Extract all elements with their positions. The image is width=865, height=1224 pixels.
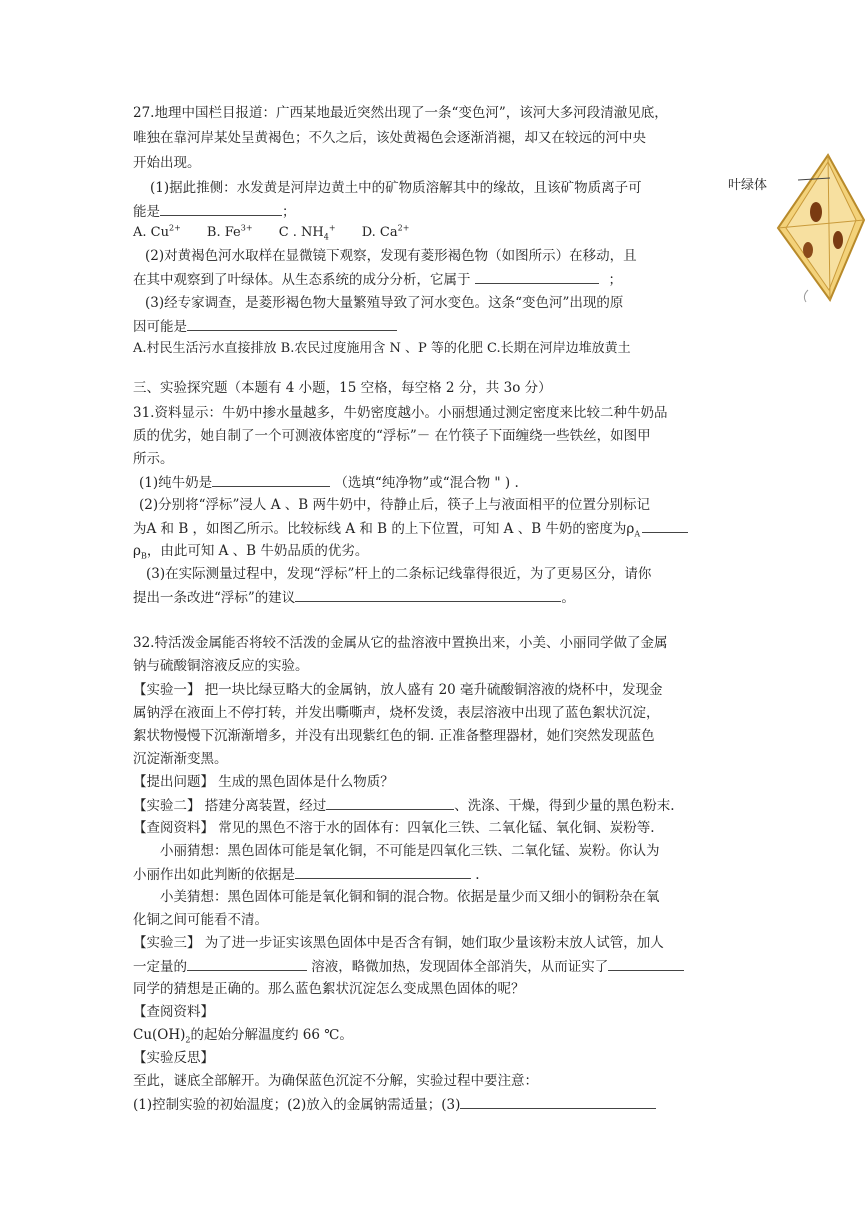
q27-part1-end: ； — [282, 204, 296, 220]
q32-exp3-line-3: 同学的猜想是正确的。那么蓝色絮状沉淀怎么变成黑色固体的呢？ — [133, 981, 525, 997]
q27-part2-answer-line — [133, 269, 622, 290]
rho-b: ρ — [133, 543, 141, 559]
q32-xiaoli-prefix: 小丽作出如此判断的依据是 — [133, 867, 295, 883]
q32-exp3-line-2 — [133, 956, 684, 977]
q27-part1-answer-line — [133, 201, 296, 222]
q31-part3-line: (3)在实际测量过程中，发现“浮标”杆上的二条标记线靠得很近，为了更易区分，请你 — [146, 566, 652, 582]
q31-part1-line — [139, 472, 519, 493]
q32-exp2-prefix: 【实验二】 搭建分离装置，经过 — [133, 798, 327, 814]
q31-part3-end: 。 — [561, 590, 575, 606]
q32-last-prefix: (1)控制实验的初始温度；(2)放入的金属钠需适量；(3) — [133, 1097, 461, 1113]
q32-question: 【提出问题】 生成的黑色固体是什么物质？ — [133, 774, 394, 790]
answer-blank[interactable] — [295, 864, 471, 879]
q27-part3-line: (3)经专家调查，是菱形褐色物大量繁殖导致了河水变色。这条“变色河”出现的原 — [145, 295, 624, 311]
q32-exp1-line-3: 絮状物慢慢下沉渐渐增多，并没有出现紫红色的铜. 正准备整理器材，她们突然发现蓝色 — [133, 728, 655, 744]
q31-part2-compare-line — [133, 518, 688, 539]
answer-blank[interactable] — [187, 316, 397, 331]
q27-part3-prefix: 因可能是 — [133, 319, 187, 335]
answer-blank[interactable] — [475, 269, 599, 284]
answer-blank[interactable] — [295, 587, 561, 602]
q31-part3-answer-line — [133, 587, 575, 608]
q32-exp3-prefix: 一定量的 — [133, 959, 187, 975]
q31-part3-prefix: 提出一条改进“浮标”的建议 — [133, 590, 296, 606]
cuoh2-formula: Cu(OH) — [133, 1027, 186, 1043]
q27-part2-end: ； — [608, 272, 622, 288]
q32-exp2-line — [133, 795, 675, 816]
answer-blank[interactable] — [642, 518, 688, 533]
q27-cause-options: A.村民生活污水直接排放 B.农民过度施用含 N 、P 等的化肥 C.长期在河岸边堆放黄土 — [133, 341, 631, 356]
answer-blank[interactable] — [326, 795, 454, 810]
q27-part1-prefix: 能是 — [133, 204, 160, 220]
answer-blank[interactable] — [460, 1094, 656, 1109]
q32-last-line — [133, 1094, 656, 1115]
q27-line-3: 开始出现。 — [133, 155, 201, 171]
q32-xiaoli-end: . — [471, 867, 480, 883]
q27-part2-prefix: 在其中观察到了叶绿体。从生态系统的成分分析，它属于 — [133, 272, 471, 288]
answer-blank[interactable] — [187, 956, 307, 971]
answer-blank[interactable] — [608, 956, 684, 971]
chloroplast-label: 叶绿体 — [728, 174, 767, 193]
cuoh2-subscript: 2 — [185, 1035, 191, 1045]
q32-xiaomei-line-2: 化铜之间可能看不清。 — [133, 912, 268, 928]
q32-reference-2: 【查阅资料】 — [133, 1004, 214, 1020]
q32-line-2: 钠与硫酸铜溶液反应的实验。 — [133, 658, 309, 674]
option-a: A. $Cu^{2+}$ — [133, 223, 181, 240]
cuoh2-text: 的起始分解温度约 66 ℃。 — [190, 1027, 353, 1043]
q27-part1-line: (1)据此推侧：水发黄是河岸边黄土中的矿物质溶解其中的缘故，且该矿物质离子可 — [150, 180, 642, 196]
q32-cuoh2-line — [133, 1025, 353, 1045]
section-3-heading: 三、实验探究题（本题有 4 小题，15 空格，每空格 2 分，共 3o 分） — [133, 380, 552, 396]
q27-part3-answer-line — [133, 316, 397, 337]
q27-line-1: 27.地理中国栏目报道：广西某地最近突然出现了一条“变色河”，该河大多河段清澈见底， — [133, 105, 668, 121]
q32-exp1-line-1: 【实验一】 把一块比绿豆略大的金属钠，放人盛有 20 毫升硫酸铜溶液的烧杯中，发现金 — [133, 682, 663, 698]
q31-part2-end-line — [133, 541, 368, 561]
option-b: B. $Fe^{3+}$ — [206, 223, 253, 240]
answer-blank[interactable] — [160, 201, 282, 216]
rho-b-subscript: B — [140, 551, 147, 561]
q32-exp2-suffix: 、洗涤、干燥，得到少量的黑色粉末. — [454, 798, 675, 814]
q31-part2-line: (2)分别将“浮标”浸人 A 、B 两牛奶中，待静止后，筷子上与液面相平的位置分别标记 — [139, 497, 650, 513]
q27-line-2: 唯独在靠河岸某处呈黄褐色；不久之后，该处黄褐色会逐渐消褪，却又在较远的河中央 — [133, 130, 646, 146]
q32-xiaoli-line-1: 小丽猜想：黑色固体可能是氧化铜，不可能是四氧化三铁、二氧化锰、炭粉。你认为 — [160, 843, 660, 859]
q27-ion-options — [133, 223, 409, 243]
q31-part1-suffix: （选填“纯净物”或“混合物 " ) . — [330, 475, 519, 491]
q31-part2-prefix: 为A 和 B ，如图乙所示。比较标线 A 和 B 的上下位置，可知 A 、B 牛奶的密度为ρ — [133, 521, 635, 537]
q32-exp1-line-4: 沉淀渐渐变黑。 — [133, 751, 228, 767]
q32-xiaomei-line-1: 小美猜想：黑色固体可能是氧化铜和铜的混合物。依据是量少而又细小的铜粉杂在氧 — [160, 889, 660, 905]
q31-part2-suffix: ，由此可知 A 、B 牛奶品质的优劣。 — [146, 543, 369, 559]
option-d: D. $Ca^{2+}$ — [361, 223, 410, 240]
q32-xiaoli-line-2 — [133, 864, 480, 885]
option-c: C . $NH_4^+$ — [278, 223, 336, 242]
q27-part2-line: (2)对黄褐色河水取样在显微镜下观察，发现有菱形褐色物（如图所示）在移动，且 — [145, 248, 637, 264]
q31-line-3: 所示。 — [133, 451, 174, 467]
diatom-figure — [728, 150, 865, 305]
q31-line-1: 31.资料显示：牛奶中掺水量越多，牛奶密度越小。小丽想通过测定密度来比较二种牛奶品 — [133, 405, 668, 421]
rho-a-subscript: A — [634, 529, 641, 539]
q32-conclusion: 至此，谜底全部解开。为确保蓝色沉淀不分解，实验过程中要注意： — [133, 1073, 538, 1089]
answer-blank[interactable] — [212, 472, 330, 487]
q31-line-2: 质的优劣，她自制了一个可测液体密度的“浮标”－ 在竹筷子下面缠绕一些铁丝，如图甲 — [133, 428, 651, 444]
q31-part1-prefix: (1)纯牛奶是 — [139, 475, 213, 491]
q32-reference-1: 【查阅资料】 常见的黑色不溶于水的固体有：四氧化三铁、二氧化锰、氧化铜、炭粉等. — [133, 820, 655, 836]
q32-reflection-heading: 【实验反思】 — [133, 1050, 214, 1066]
q32-exp3-middle: 溶液，略微加热，发现固体全部消失，从而证实了 — [307, 959, 609, 975]
q32-line-1: 32.特活泼金属能否将较不活泼的金属从它的盐溶液中置换出来，小美、小丽同学做了金属 — [133, 635, 668, 651]
q32-exp1-line-2: 属钠浮在液面上不停打转，并发出嘶嘶声，烧杯发烫，表层溶液中出现了蓝色絮状沉淀， — [133, 705, 660, 721]
q32-exp3-line-1: 【实验三】 为了进一步证实该黑色固体中是否含有铜，她们取少量该粉末放人试管，加人 — [133, 935, 664, 951]
